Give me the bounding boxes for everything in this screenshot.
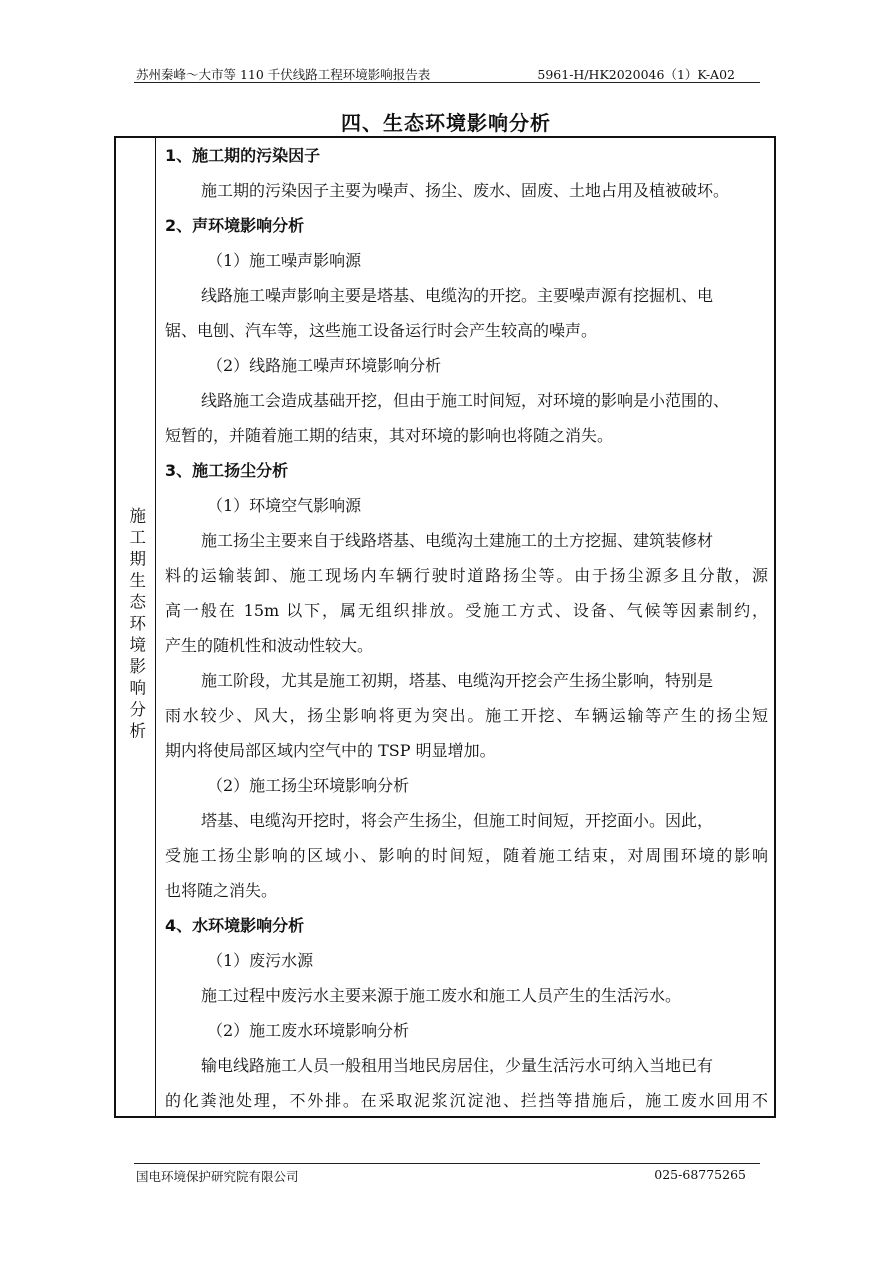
subsection-heading: （2）施工废水环境影响分析 — [207, 1021, 410, 1040]
paragraph-line: 期内将使局部区域内空气中的 TSP 明显增加。 — [165, 741, 496, 760]
subsection-heading: （2）线路施工噪声环境影响分析 — [207, 356, 442, 375]
paragraph-line: 塔基、电缆沟开挖时，将会产生扬尘，但施工时间短，开挖面小。因此， — [201, 811, 714, 830]
footer-organization: 国电环境保护研究院有限公司 — [136, 1169, 299, 1184]
subsection-heading: （1）废污水源 — [207, 951, 314, 970]
paragraph-line: 高一般在 15m 以下，属无组织排放。受施工方式、设备、气候等因素制约， — [165, 601, 768, 620]
header-document-code: 5961-H/HK2020046（1）K-A02 — [537, 67, 735, 82]
subsection-heading: （1）施工噪声影响源 — [207, 251, 362, 270]
header-rule — [134, 82, 760, 83]
subsection-heading: （1）环境空气影响源 — [207, 496, 362, 515]
paragraph-line: 施工期的污染因子主要为噪声、扬尘、废水、固废、土地占用及植被破坏。 — [201, 181, 730, 200]
section-title: 四、生态环境影响分析 — [341, 111, 551, 135]
paragraph-line: 短暂的，并随着施工期的结束，其对环境的影响也将随之消失。 — [165, 426, 614, 445]
section-heading: 4、水环境影响分析 — [165, 916, 305, 935]
header-document-title: 苏州秦峰～大市等 110 千伏线路工程环境影响报告表 — [136, 67, 431, 82]
paragraph-line: 锯、电刨、汽车等，这些施工设备运行时会产生较高的噪声。 — [165, 321, 598, 340]
paragraph-line: 料的运输装卸、施工现场内车辆行驶时道路扬尘等。由于扬尘源多且分散，源 — [165, 566, 768, 585]
side-label-cell — [116, 138, 155, 1116]
paragraph-line: 线路施工会造成基础开挖，但由于施工时间短，对环境的影响是小范围的、 — [201, 391, 730, 410]
paragraph-line: 输电线路施工人员一般租用当地民房居住，少量生活污水可纳入当地已有 — [201, 1056, 714, 1075]
paragraph-line: 线路施工噪声影响主要是塔基、电缆沟的开挖。主要噪声源有挖掘机、电 — [201, 286, 714, 305]
paragraph-line: 施工阶段，尤其是施工初期，塔基、电缆沟开挖会产生扬尘影响，特别是 — [201, 671, 714, 690]
side-label: 施工期生态环境影响分析 — [126, 506, 146, 744]
subsection-heading: （2）施工扬尘环境影响分析 — [207, 776, 410, 795]
paragraph-line: 受施工扬尘影响的区域小、影响的时间短，随着施工结束，对周围环境的影响 — [165, 846, 768, 865]
analysis-table — [114, 136, 776, 1118]
paragraph-line: 施工过程中废污水主要来源于施工废水和施工人员产生的生活污水。 — [201, 986, 682, 1005]
paragraph-line: 施工扬尘主要来自于线路塔基、电缆沟土建施工的土方挖掘、建筑装修材 — [201, 531, 714, 550]
content-cell — [165, 141, 768, 1121]
paragraph-line: 也将随之消失。 — [165, 881, 278, 900]
column-divider — [155, 138, 156, 1116]
footer-phone: 025-68775265 — [654, 1167, 746, 1182]
section-heading: 2、声环境影响分析 — [165, 216, 305, 235]
paragraph-line: 产生的随机性和波动性较大。 — [165, 636, 374, 655]
footer-rule — [134, 1163, 760, 1164]
paragraph-line: 的化粪池处理，不外排。在采取泥浆沉淀池、拦挡等措施后，施工废水回用不 — [165, 1091, 768, 1110]
paragraph-line: 雨水较少、风大，扬尘影响将更为突出。施工开挖、车辆运输等产生的扬尘短 — [165, 706, 768, 725]
section-heading: 1、施工期的污染因子 — [165, 146, 321, 165]
section-heading: 3、施工扬尘分析 — [165, 461, 289, 480]
